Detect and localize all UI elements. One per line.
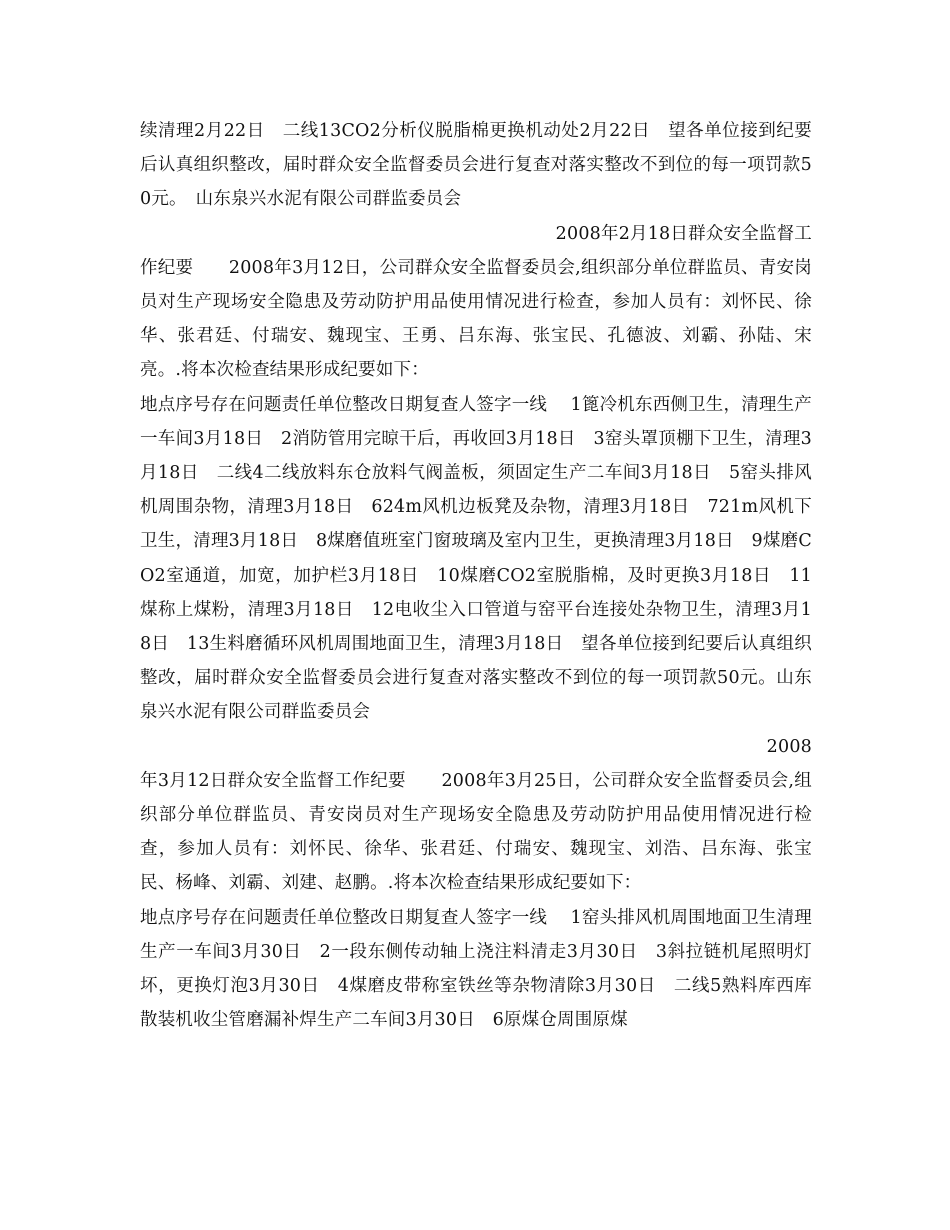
paragraph-march-12-inspection: 作纪要 2008年3月12日，公司群众安全监督委员会,组织部分单位群监员、青安岗员对生产现场安全隐患及劳动防护用品使用情况进行检查，参加人员有：刘怀民、徐华、张君廷、付瑞安、魏现宝、王勇、吕东海、张宝民、孔德波、刘霸、孙陆、宋亮。.将本次检查结果形成纪要如下： [140,257,812,381]
paragraph-march-25-items: 地点序号存在问题责任单位整改日期复查人签字一线 1窑头排风机周围地面卫生清理生产一车间3月30日 2一段东侧传动轴上浇注料清走3月30日 3斜拉链机尾照明灯坏，更换灯泡3月30日 4煤磨皮带称室铁丝等杂物清除3月30日 二线5熟料库西库散装机收尘管磨漏补焊生产二车间3月30日 6原煤仓周围原煤 [140,907,812,1031]
document-body [140,114,812,1037]
paragraph-march-12-items: 地点序号存在问题责任单位整改日期复查人签字一线 1篦冷机东西侧卫生，清理生产一车间3月18日 2消防管用完晾干后，再收回3月18日 3窑头罩顶棚下卫生，清理3月18日 二线4二线放料东仓放料气阀盖板，须固定生产二车间3月18日 5窑头排风机周围杂物，清理3月18日 624m风机边板凳及杂物，清理3月18日 721m风机下卫生，清理3月18日 8煤磨值班室门窗玻璃及室内卫生，更换清理3月18日 9煤磨CO2室通道，加宽，加护栏3月18日 10煤磨CO2室脱脂棉，及时更换3月18日 11煤称上煤粉，清理3月18日 12电收尘入口管道与窑平台连接处杂物卫生，清理3月18日 13生料磨循环风机周围地面卫生，清理3月18日 望各单位接到纪要后认真组织整改，届时群众安全监督委员会进行复查对落实整改不到位的每一项罚款50元。山东泉兴水泥有限公司群监委员会 [140,394,812,723]
paragraph-march-25-inspection: 年3月12日群众安全监督工作纪要 2008年3月25日，公司群众安全监督委员会,组织部分单位群监员、青安岗员对生产现场安全隐患及劳动防护用品使用情况进行检查，参加人员有：刘怀民、徐华、张君廷、付瑞安、魏现宝、刘浩、吕东海、张宝民、杨峰、刘霸、刘建、赵鹏。.将本次检查结果形成纪要如下： [140,770,812,894]
paragraph-rectification-ending: 续清理2月22日 二线13CO2分析仪脱脂棉更换机动处2月22日 望各单位接到纪要后认真组织整改，届时群众安全监督委员会进行复查对落实整改不到位的每一项罚款50元。 山东泉兴水泥有限公司群监委员会 [140,121,812,210]
date-line-feb-18: 2008年2月18日群众安全监督工 [555,223,812,244]
date-line-2008: 2008 [766,736,812,757]
